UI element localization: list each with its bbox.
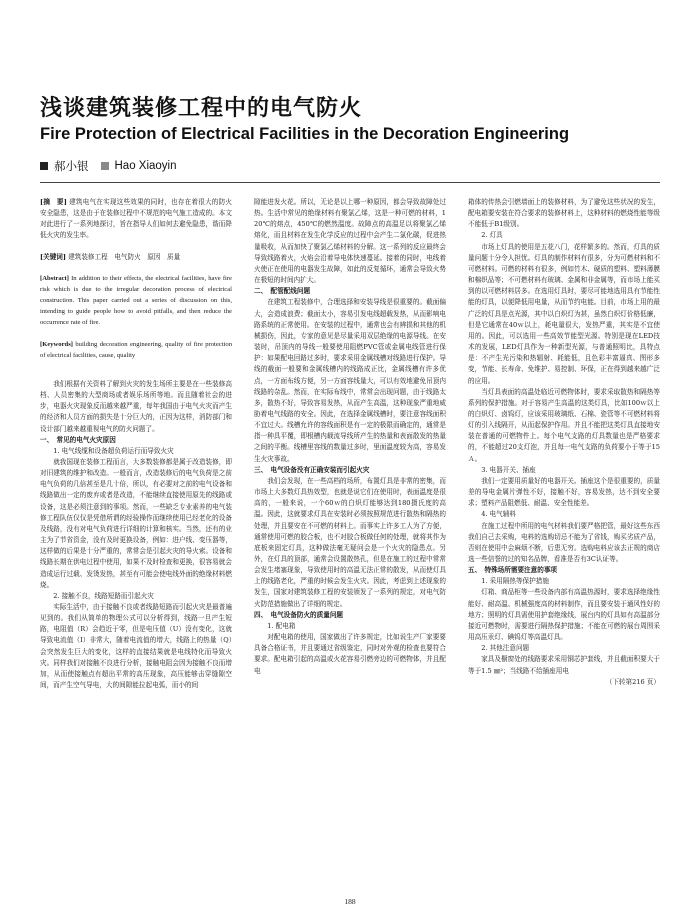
- text-column-2: [254, 197, 446, 877]
- author-line: [40, 158, 177, 174]
- paper-title-english: Fire Protection of Electrical Facilities in the Decoration Engineering: [40, 125, 570, 143]
- paragraph: 对配电箱的使用，国家做出了许多规定，比如说生产厂家要要具备合格证书，并且要通过省级鉴定，同时对外观的检查也要符合要求。配电箱引起的高温或火花容易引燃旁边的可燃物体，并且配电: [254, 633, 446, 675]
- keywords-en-label: [Keywords]: [40, 340, 73, 348]
- subsection-title-4-2: 2. 灯具: [481, 231, 503, 240]
- square-bullet-icon: [101, 162, 109, 170]
- text-column-3: [468, 197, 660, 877]
- subsection-title-5-2: 2. 其他注意问题: [481, 644, 530, 653]
- abstract-text: 建筑电气在实现这些效果的同时，也存在着很大的防火安全隐患，这是由于在装修过程中不规范的电气施工造成的。本文对此进行了一系列地探讨，旨在指导人们如何去避免隐患，谐而降低火灾的发生率。: [40, 198, 232, 240]
- paragraph: 就我国现在装修工程而言，大多数装修都是属于改造装修，即对旧建筑的维护和改造。一般而言，改造装修后的电气负荷是之前电气负荷的几倍甚至是几十倍，所以，有必要对之前的电气设备和线路做出一定的废弃或者是改造，不能继续直接使用原先的线路或设备，这是必须注意到的事项。然而，一些缺乏专业素养的电气装修工程队伍仅仅是凭借所谓的经验操作而继续使用已经老化的设备及线路，没有对电气负荷进行详细的计算和核实。当然，还有的业主为了节省资金，没有及时更换设备，例如：进户线、变压器等，这样做的后果是十分严重的，常常会是引起火灾的导火索。设备和线路长期在供电过程中使用，如果不及时检查和更换，很容易就会造成运行过载、发烫发热，甚至有可能会使电线外面的绝缘材料燃烧。: [40, 457, 232, 589]
- square-bullet-icon: [40, 162, 48, 170]
- page-number: 188: [344, 897, 356, 906]
- abstract-chinese: [40, 197, 232, 242]
- paragraph: 箱体的传热会引燃墙面上的装修材料，为了避免这些状况的发生，配电箱要安装在符合要求的装修材料上，这种材料的燃烧性能等级不能低于B1级别。: [468, 198, 660, 229]
- paragraph: 在施工过程中所用的电气材料我们要严格把管，最好这些东西我们自己去采购，电料的选购切忌不能为了省钱，购买劣质产品，否则在使用中会麻烦不断，后患无穷。选购电料应该去正规的商店选一些信誉的过的知名品牌，看准是否有3C认证等。: [468, 521, 660, 563]
- author-name-chinese: 郝小银: [54, 161, 89, 173]
- section-heading-3: 三、 电气设备没有正确安装而引起火灾: [254, 465, 370, 474]
- abstract-en-text: In addition to their effects, the electrical facilities, have fire risk which is due to the irregular decoration process of electrical construction. This paper carried out a series of discussion on this, intending to guide people how to avoid pitfalls, and then reduce the occurrence rate of fire.: [40, 274, 232, 327]
- subsection-title-4-1: 1. 配电箱: [267, 621, 296, 630]
- text-column-1: [40, 197, 232, 877]
- paragraph: 在建筑工程装修中，合理选择和安装导线是很重要的。截面偏大，会造成浪费；截面太小，容易引发电线超载发热，从而影响电路系统的正常使用。在安装的过程中，通常也会有辨损和其他的机械损伤，因此，专家的意见是尽量采用双层绝缘的电源导线。在安装时，吊顶内的导线一般要使用阻燃PVC管或金属电线管进行保护：如果配电回路过多时，要求采用金属线槽对线路进行保护。导线的截面一般要和金属线槽内的线路成正比，金属线槽有许多优点，一方面布线方便，另一方面容线量大，可以有效地避免吊顶内线路的杂乱。然而，在实际布线中，常常会出现问题，由于线路太多，散热不好，导致容易发热，从而产生高温，这种现象严重地威胁着电气线路的安全。因此，在选择金属线槽时，要注意容线面积不宜过大。线槽允许的容线面积是有一定的极限而确定的，通常是指一种具平覆，即根槽内载流导线所产生的热量和表面散发的热量之间的平衡。线槽里容线的数量过多时，里面温度较为高，容易发生火灾事故。: [254, 298, 446, 463]
- keywords-en-text: building decoration engineering, quality of fire protection of electrical facilities, cause, quality: [40, 340, 232, 359]
- paragraph: 我们一定要用质量好的电器开关。插座这个是很重要的，质量差的导电金属片弹性不好，接触不好，容易发热，达不到安全要求；塑料产品阻燃低、耐温、安全性能差。: [468, 476, 660, 508]
- abstract-english: [40, 273, 232, 329]
- section-heading-5: 五、 特殊场所需要注意的事项: [468, 566, 558, 575]
- paragraph: 实际生活中，由于接触不良或者线路短路而引起火灾是最普遍见到的。我们从简单的物理公式可以分析得到，线路一旦产生短路，电阻值（R）会趋近于零，但是电压值（U）没有变化，这就导致电流值（I）非常大，随着电流值的增大，线路上的热量（Q）会突然发生巨大的变化，这样的直接结果就是电线特化而导致火灾。同样我们对接触不良进行分析，接触电阻会因为接触不良而增加，从而使接触点有超出平常的高压现象，高压能够击穿缝隙空间，而产生空气导电，大的间隙能拉起电弧，而小的间: [40, 603, 232, 690]
- abstract-en-label: [Abstract]: [40, 274, 69, 282]
- keywords-english: [40, 339, 232, 361]
- subsection-title-4-4: 4. 电气辅料: [481, 510, 516, 519]
- paragraph: 家具及橱窗处的线路要求采用铜芯护套线，并且截面积要大于等于1.5 ㎜²；当线路不给插座用电: [468, 655, 660, 675]
- paragraph: 我们会发现，在一些高档的场所，布置灯具是非常的密集，而市场上大多数灯具热效型，也就是说它们在使用时，表面温度是很高的，一般来说，一个60ｗ的白炽灯能够达到180摄氏度的高温。因此，这就要求灯具在安装时必须按照规范进行散热和隔热的处理，并且要安在不可燃的材料上。而事实上许多工人为了方便，通常使用可燃的胶合板，也不对胶合板做任何的处理，就将其作为底板来固定灯具，这种做法毫无疑问会是一个火灾的隐患点。另外，在灯具的顶部，通常会设置散热孔，但是在施工的过程中常常会发生堵塞现象，导致使用时的高温无法正常的散发，从而使灯具上的线路老化，严重的时候会发生火灾。因此，考虑到上述现象的发生，国家对建筑装修工程的安装颁发了一系列的规定，对电气防火防范措施做出了详细的规定。: [254, 476, 446, 608]
- keywords-text: 建筑装修工程 电气防火 原因 质量: [68, 252, 181, 261]
- section-heading-2: 二、 配管配线问题: [254, 287, 311, 296]
- subsection-title-5-1: 1. 采用隔热等保护措施: [481, 577, 549, 586]
- paragraph: 当灯具表面的高温处临近可燃物体时，要求采取散热和隔热等系列的保护措施。对于容易产生高温的这类灯具，比如100ｗ以上的白炽灯、卤钨灯，应该采用玻璃纸、石棉、瓷管等不可燃材料将灯的引入线隔开，从而起保护作用。并且不能把这类灯具直接地安装在普通的可燃物件上。每个电气支路的灯具数量也是严格要求的，不能超过20支灯泡，并且每一电气支路的负荷要小于等于15Ａ。: [468, 387, 660, 463]
- abstract-label: [摘 要]: [40, 198, 67, 206]
- continued-note: （下转第216 页）: [605, 677, 660, 686]
- intro-paragraph: 我们根据有关资料了解到火灾的发生场所主要是在一些装修高档、人员密集的大型商场或者娱乐场所等地。而且随着社会的进步，电器火灾现象反而越来越严重，每年我国由于电气火灾而产生的经济和人员方面的损失是十分巨大的，正因为这样，消防部门和设计部门越来越重视电气的防火问题了。: [40, 379, 232, 433]
- paper-title-chinese: 浅谈建筑装修工程中的电气防火: [40, 96, 363, 121]
- subsection-title-4-3: 3. 电器开关、插座: [481, 465, 536, 474]
- paragraph: 灯箱、商品柜等一些设备内部有高温热源时，要求选择绝缘性能好、耐高温、机械强度高的材料制作，而且要安装于通风性好的地方；照明的灯具需使用护套绝缘线，展台内的灯具如有高温部分接近可燃物时，需要进行隔热保护措施；不能在可燃的展台周围采用高压汞灯、碘钨灯等高温灯具。: [468, 588, 660, 642]
- title-divider: [40, 182, 660, 183]
- subsection-title-1-2: 2. 接触不良，线路短路而引起火灾: [53, 591, 154, 600]
- paragraph: 隙能进发火花。所以，无论是以上哪一种原因，都会导致故障处过热。生活中常见的绝缘材料有聚氯乙烯，这是一种可燃的材料，120℃的熔点，450℃的燃然温度。故障点的高温足以将聚氯乙烯熔化，而且材料在发生化学反应的过程中会产生二氯化碳，促进热量吸收，从而加快了聚氯乙烯材料的分解。这一系列的反应最终会导致线路着火，火焰会沿着导电体快速蔓延。接着的同时，电线着火使正在使用的电器发生故障，如此的反复循环，通常会导致火势在极短的时间内扩大。: [254, 198, 446, 285]
- subsection-title-1-1: 1. 电气线缆和设备超负荷运行而导致火灾: [53, 446, 174, 455]
- keywords-chinese: [40, 252, 232, 263]
- author-name-english: Hao Xiaoyin: [114, 160, 177, 172]
- section-heading-1: 一、 常见的电气火灾原因: [40, 435, 116, 444]
- keywords-label: [关键词]: [40, 252, 67, 261]
- section-heading-4: 四、 电气设备防火的质量问题: [254, 610, 344, 619]
- paragraph: 市场上灯具的使用是五花八门，花样繁多的。然而，灯具的质量问题十分令人担忧。灯具的制作材料有很多，分为可燃材料和不可燃材料。可燃的材料有很多，例如竹木、硬质的塑料、塑料薄膜和棉织品等；不可燃材料有玻璃、金属和非金属等，而市场上能买到的以可燃材料居多。在选用灯具时，要尽可能地选用具有节能性能的灯具，以便降低用电量，从而节约电能。目前，市场上用的最广泛的灯具是点光源，其中以白炽灯为甚，虽然白炽灯价格低廉，但是它通常在40ｗ以上，耗电量很大，发热严重，其实是不宜使用的。因此，可以选用一些高效节能型光源。特别是现在LED技术的发展，LED灯具作为一种新型光源，与普通照明比，具特点是：不产生光污染和热辐射、耗能低，且色彩丰富逼真、图形多变，节能、长寿命、免维护、易控制、环保，正在得到越来越广泛的应用。: [468, 242, 660, 385]
